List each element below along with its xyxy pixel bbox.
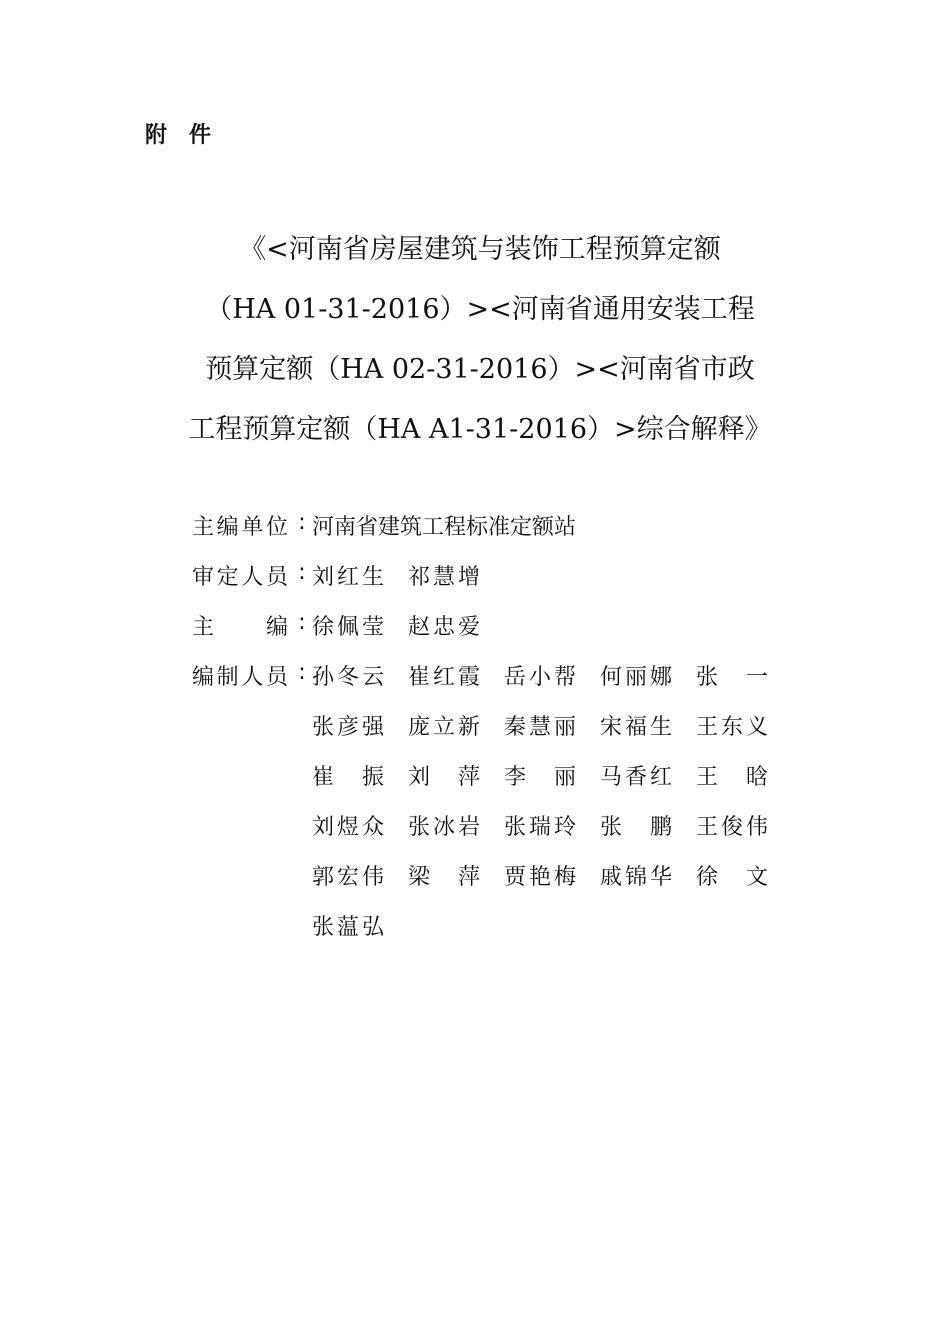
- compiler-name: 岳小帮: [504, 664, 576, 690]
- title-line-1: 《<河南省房屋建筑与装饰工程预算定额: [239, 234, 721, 265]
- compilers-names-row-6: [192, 900, 768, 950]
- compiler-name: 刘萍: [408, 764, 480, 790]
- compilers-colon: :: [298, 659, 306, 685]
- compiler-name: 王晗: [696, 764, 768, 790]
- chief-editor-colon: :: [298, 609, 306, 635]
- chief-editor-name: 徐佩莹: [312, 614, 384, 640]
- compiler-name: 张瑞玲: [504, 814, 576, 840]
- compiler-name: 梁萍: [408, 864, 480, 890]
- compiler-name: 崔振: [312, 764, 384, 790]
- compilers-names-row-4: [192, 800, 768, 850]
- editor-unit-label: 主编单位: [192, 514, 288, 540]
- compiler-name: 张鹏: [600, 814, 672, 840]
- compiler-name: 刘煜众: [312, 814, 384, 840]
- title-line-2: （HA 01-31-2016）><河南省通用安装工程: [205, 294, 755, 325]
- chief-editor-label: 主 编: [192, 614, 288, 640]
- compiler-name: 王东义: [696, 714, 768, 740]
- compiler-name: 徐文: [696, 864, 768, 890]
- reviewer-name: 刘红生: [312, 564, 384, 590]
- compilers-names-row-3: [192, 750, 768, 800]
- reviewers-colon: :: [298, 559, 306, 585]
- title-line-3: 预算定额（HA 02-31-2016）><河南省市政: [205, 354, 755, 385]
- compiler-name: 崔红霞: [408, 664, 480, 690]
- compiler-name: 庞立新: [408, 714, 480, 740]
- attachment-char-2: 件: [189, 123, 212, 148]
- title-line-4: 工程预算定额（HA A1-31-2016）>综合解释》: [188, 414, 772, 445]
- compiler-name: 李丽: [504, 764, 576, 790]
- compiler-name: 宋福生: [600, 714, 672, 740]
- reviewers-names: [312, 560, 480, 591]
- compiler-name: 张一: [696, 664, 768, 690]
- reviewers-label: 审定人员: [192, 564, 288, 590]
- document-title: [150, 220, 810, 460]
- editor-unit-value: 河南省建筑工程标准定额站: [312, 514, 577, 540]
- compilers-names-row-1: [312, 660, 768, 691]
- chief-editor-names: [312, 610, 480, 641]
- reviewers-row: [192, 550, 768, 600]
- chief-editor-row: [192, 600, 768, 650]
- compilers-label: 编制人员: [192, 664, 288, 690]
- reviewer-name: 祁慧增: [408, 564, 480, 590]
- compiler-name: 张彦强: [312, 714, 384, 740]
- compiler-name: 贾艳梅: [504, 864, 576, 890]
- compiler-name: 王俊伟: [696, 814, 768, 840]
- compiler-name: 马香红: [600, 764, 672, 790]
- compilers-names-row-2: [192, 700, 768, 750]
- compilers-names-row-5: [192, 850, 768, 900]
- editor-unit-row: [192, 500, 768, 550]
- editor-unit-colon: :: [298, 509, 306, 535]
- attachment-char-1: 附: [145, 123, 168, 148]
- compiler-name: 张冰岩: [408, 814, 480, 840]
- credits-block: [192, 500, 768, 950]
- compiler-name: 孙冬云: [312, 664, 384, 690]
- compilers-row: [192, 650, 768, 700]
- compiler-name: 张蕰弘: [312, 914, 384, 940]
- chief-editor-name: 赵忠爱: [408, 614, 480, 640]
- compiler-name: 何丽娜: [600, 664, 672, 690]
- compiler-name: 戚锦华: [600, 864, 672, 890]
- compiler-name: 郭宏伟: [312, 864, 384, 890]
- attachment-label: [145, 118, 211, 149]
- compiler-name: 秦慧丽: [504, 714, 576, 740]
